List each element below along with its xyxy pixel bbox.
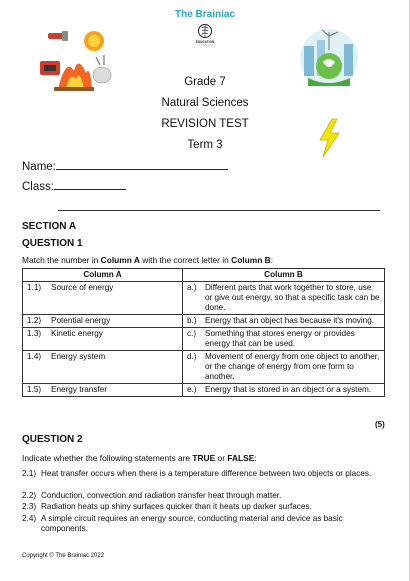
name-line[interactable] (56, 159, 228, 170)
table-row: 1.2) Potential energy b.) Energy that an object has because it's moving. (23, 315, 385, 328)
class-line[interactable] (54, 179, 126, 190)
table-row: 1.4) Energy system d.) Movement of energy from one object to another, or the change of energy from one form to another. (23, 351, 385, 384)
question-1-instruction: Match the number in Column A with the correct letter in Column B: (22, 255, 274, 265)
class-field[interactable] (22, 179, 126, 193)
term-heading: Term 3 (187, 139, 223, 151)
section-a-heading: SECTION A (22, 221, 77, 232)
divider-line (58, 210, 380, 211)
logo-caption: EDUCATION (195, 40, 215, 44)
statement-item: 2.2) Conduction, convection and radiation transfer heat through matter. (22, 491, 282, 500)
table-row: 1.5) Energy transfer e.) Energy that is stored in an object or a system. (23, 384, 385, 397)
table-row: 1.3) Kinetic energy c.) Something that stores energy or provides energy that can be used. (23, 328, 385, 351)
test-heading: REVISION TEST (161, 118, 249, 130)
brand-title: The Brainiac (174, 9, 236, 20)
table-row: 1.1) Source of energy a.) Different parts that work together to store, use or give out energy, so that a specific task can be done. (23, 282, 385, 315)
class-label: Class: (22, 181, 54, 193)
question-1-marks: (5) (375, 420, 385, 429)
grade-heading: Grade 7 (184, 76, 226, 88)
statement-item: 2.4) A simple circuit requires an energy source, conducting material and device as basic components. (22, 514, 343, 533)
brainiac-logo-icon (195, 23, 215, 47)
subject-heading: Natural Sciences (161, 97, 249, 109)
question-2-heading: QUESTION 2 (22, 434, 83, 445)
name-label: Name: (22, 161, 56, 173)
lightning-bolt-icon (316, 118, 342, 158)
statement-item: 2.3) Radiation heats up shiny surfaces quicker than it heats up darker surfaces. (22, 502, 312, 511)
matching-table (22, 268, 385, 397)
statement-item: 2.1) Heat transfer occurs when there is a temperature difference between two objects or places. (22, 469, 372, 478)
column-a-header: Column A (23, 269, 183, 282)
column-b-header: Column B (183, 269, 385, 282)
name-field[interactable] (22, 159, 228, 173)
question-2-instruction: Indicate whether the following statements are TRUE or FALSE: (22, 453, 257, 463)
copyright-footer: Copyright © The Brainiac 2022 (22, 553, 105, 559)
question-1-heading: QUESTION 1 (22, 238, 83, 249)
